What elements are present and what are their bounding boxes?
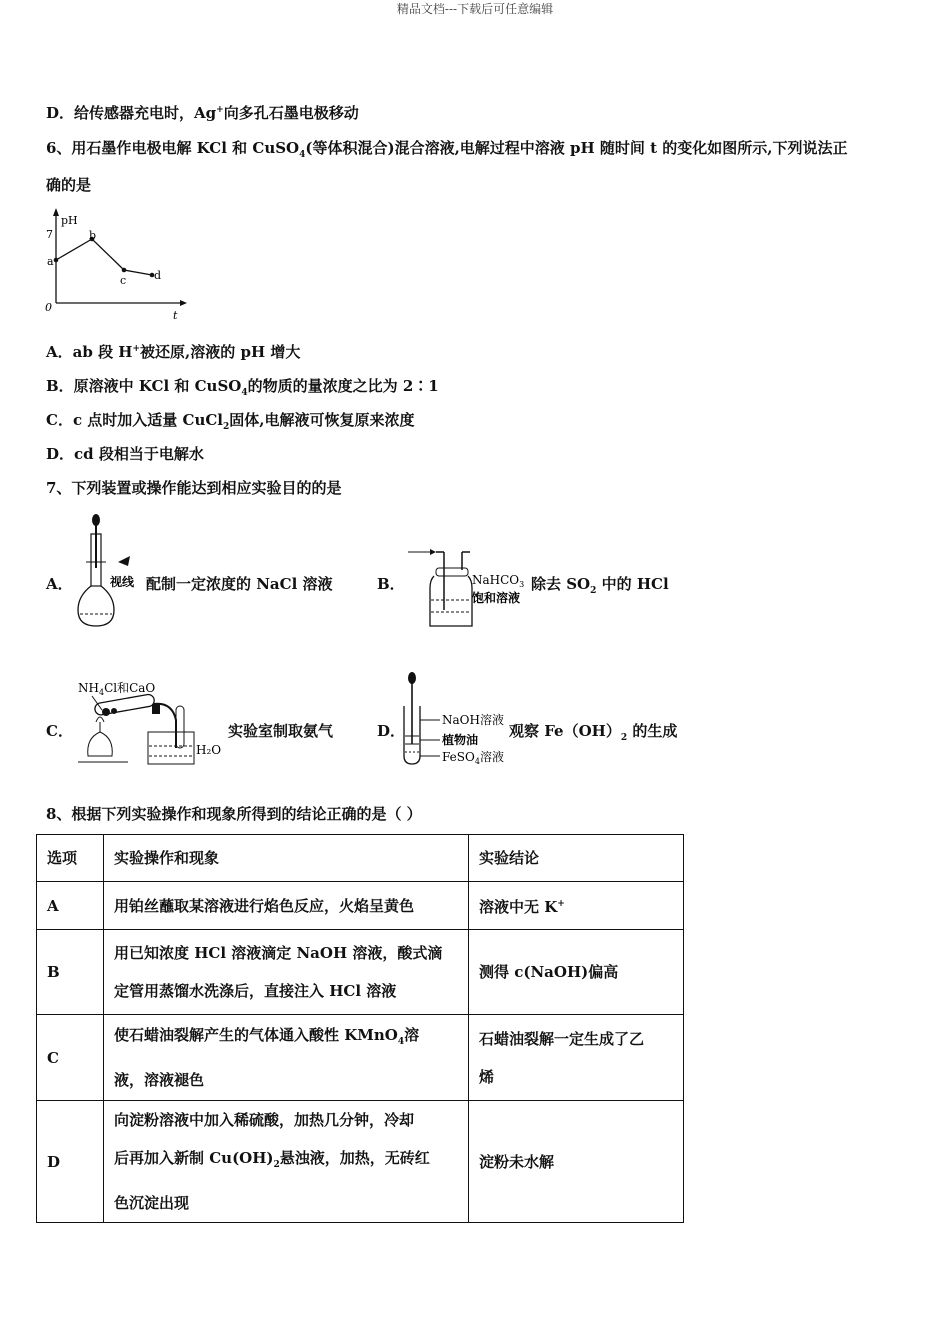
q7-option-b-text: 除去 $SO_2$ 中的 HCl	[531, 575, 669, 596]
q6-stem-line1: 6、用石墨作电极电解 KCl 和 CuSO$_4$(等体积混合)混合溶液,电解过程中溶液 pH 随时间 t 的变化如图所示,下列说法正	[46, 139, 848, 160]
x-axis-label: t	[173, 309, 178, 322]
nh4cl-cao-label: $NH_4Cl$和CaO	[78, 681, 156, 697]
row-c-conclusion: 石蜡油裂解一定生成了乙 烯	[469, 1015, 684, 1101]
label-c: c	[120, 274, 127, 287]
q6-option-c: C．c 点时加入适量 CuCl$_2$固体,电解液可恢复原来浓度	[46, 411, 415, 432]
header-conclusion: 实验结论	[469, 835, 684, 882]
q8-stem: 8、根据下列实验操作和现象所得到的结论正确的是（ ）	[46, 805, 422, 823]
ph-curve	[56, 239, 152, 275]
gas-washing-bottle-figure	[400, 540, 530, 632]
origin-label: 0	[45, 301, 52, 314]
q6-stem-line2: 确的是	[46, 176, 92, 194]
sight-line-label: 视线	[110, 575, 135, 589]
q7-option-c-text: 实验室制取氨气	[228, 722, 334, 740]
row-d-option: D	[37, 1101, 104, 1223]
point-a	[54, 258, 59, 263]
label-a: a	[47, 255, 54, 268]
table-row	[37, 930, 684, 1015]
table-row	[37, 882, 684, 930]
row-a-operation: 用铂丝蘸取某溶液进行焰色反应，火焰呈黄色	[104, 882, 469, 930]
row-a-conclusion: 溶液中无 K+	[469, 882, 684, 930]
saturated-solution-label: 饱和溶液	[472, 591, 521, 605]
page-header: 精品文档---下载后可任意编辑	[396, 2, 554, 16]
q7-option-c-letter: C．	[46, 722, 73, 740]
ammonia-apparatus-figure	[72, 676, 228, 768]
row-c-operation: 使石蜡油裂解产生的气体通入酸性 KMnO$_4$溶 液，溶液褪色	[104, 1015, 469, 1101]
row-a-option: A	[37, 882, 104, 930]
point-c	[122, 268, 127, 273]
q6-option-b: B．原溶液中 KCl 和 CuSO$_4$的物质的量浓度之比为 2∶1	[46, 377, 439, 398]
table-row	[37, 1101, 684, 1223]
row-b-option: B	[37, 930, 104, 1015]
test-tube-figure	[400, 670, 508, 768]
y-tick-7: 7	[46, 228, 53, 241]
volumetric-flask-figure	[72, 510, 148, 632]
label-b: b	[89, 229, 97, 242]
q7-option-a-letter: A．	[46, 575, 73, 593]
q8-table	[36, 834, 684, 1223]
water-label: H₂O	[196, 743, 222, 757]
q6-option-a: A．ab 段 H+被还原,溶液的 pH 增大	[46, 343, 301, 361]
ph-time-graph	[40, 205, 190, 323]
y-axis-label: pH	[61, 214, 78, 227]
q6-option-d: D．cd 段相当于电解水	[46, 445, 204, 463]
table-row	[37, 1015, 684, 1101]
q5-option-d: D．给传感器充电时，Ag+向多孔石墨电极移动	[46, 104, 359, 122]
q7-option-d-text: 观察 $Fe(OH)_2$ 的生成	[509, 722, 678, 743]
q7-option-b-letter: B．	[377, 575, 405, 593]
q7-option-d-letter: D．	[377, 722, 406, 740]
q7-stem: 7、下列装置或操作能达到相应实验目的的是	[46, 479, 342, 497]
nahco3-label: NaHCO$_3$	[472, 573, 525, 589]
row-d-operation: 向淀粉溶液中加入稀硫酸，加热几分钟，冷却 后再加入新制 $Cu(OH)_2$悬浊液，加热，无砖红 色沉淀出现	[104, 1101, 469, 1223]
label-d: d	[154, 269, 162, 282]
y-axis-arrow	[53, 208, 59, 216]
table-header-row	[37, 835, 684, 882]
naoh-solution-label: NaOH溶液	[442, 713, 504, 727]
row-c-option: C	[37, 1015, 104, 1101]
row-d-conclusion: 淀粉未水解	[469, 1101, 684, 1223]
header-option: 选项	[37, 835, 104, 882]
feso4-solution-label: FeSO$_4$溶液	[442, 750, 504, 766]
row-b-operation: 用已知浓度 HCl 溶液滴定 NaOH 溶液，酸式滴 定管用蒸馏水洗涤后，直接注入 HCl 溶液	[104, 930, 469, 1015]
row-b-conclusion: 测得 c(NaOH)偏高	[469, 930, 684, 1015]
vegetable-oil-label: 植物油	[442, 733, 479, 747]
x-axis-arrow	[180, 300, 187, 306]
header-operation: 实验操作和现象	[104, 835, 469, 882]
q7-option-a-text: 配制一定浓度的 NaCl 溶液	[146, 575, 333, 593]
